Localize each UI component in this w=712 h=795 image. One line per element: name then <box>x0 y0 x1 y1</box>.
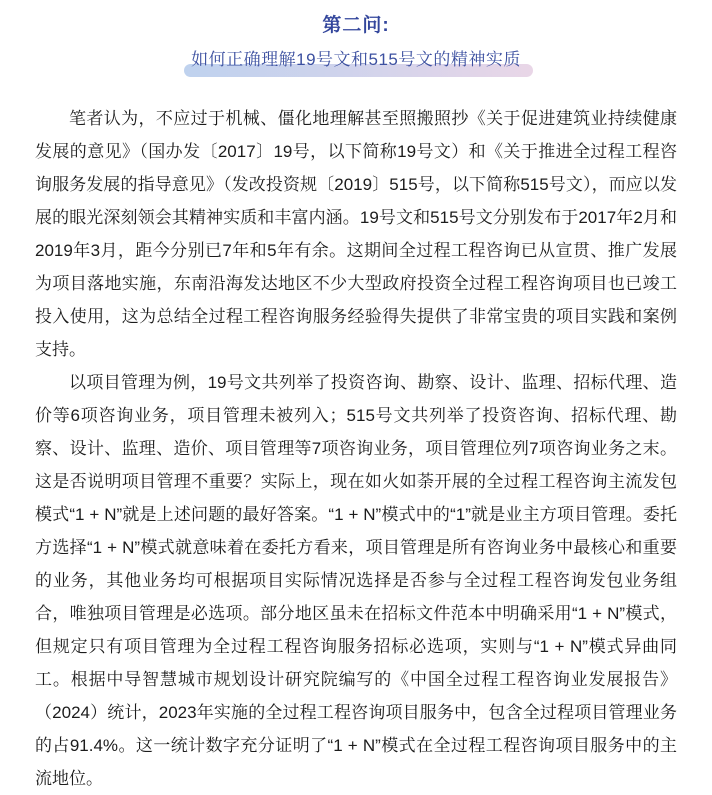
paragraph-1: 笔者认为，不应过于机械、僵化地理解甚至照搬照抄《关于促进建筑业持续健康发展的意见》（国办发〔2017〕19号，以下简称19号文）和《关于推进全过程工程咨询服务发展的指导意见》（发改投资规〔2019〕515号，以下简称515号文），而应以发展的眼光深刻领会其精神实质和丰富内涵。19号文和515号文分别发布于2017年2月和2019年3月，距今分别已7年和5年有余。这期间全过程工程咨询已从宣贯、推广发展为项目落地实施，东南沿海发达地区不少大型政府投资全过程工程咨询项目也已竣工投入使用，这为总结全过程工程咨询服务经验得失提供了非常宝贵的项目实践和案例支持。 <box>35 109 677 359</box>
page-subtitle <box>191 47 521 73</box>
page-subtitle-text: 如何正确理解19号文和515号文的精神实质 <box>191 50 521 69</box>
paragraph-2: 以项目管理为例，19号文共列举了投资咨询、勘察、设计、监理、招标代理、造价等6项咨询业务，项目管理未被列入；515号文共列举了投资咨询、招标代理、勘察、设计、监理、造价、项目管理等7项咨询业务，项目管理位列7项咨询业务之末。这是否说明项目管理不重要？实际上，现在如火如荼开展的全过程工程咨询主流发包模式“1 + N”就是上述问题的最好答案。“1 + N”模式中的“1”就是业主方项目管理。委托方选择“1 + N”模式就意味着在委托方看来，项目管理是所有咨询业务中最核心和重要的业务，其他业务均可根据项目实际情况选择是否参与全过程工程咨询发包业务组合，唯独项目管理是必选项。部分地区虽未在招标文件范本中明确采用“1 + N”模式，但规定只有项目管理为全过程工程咨询服务招标必选项，实则与“1 + N”模式异曲同工。根据中导智慧城市规划设计研究院编写的《中国全过程工程咨询业发展报告》（2024）统计，2023年实施的全过程工程咨询项目服务中，包含全过程项目管理业务的占91.4%。这一统计数字充分证明了“1 + N”模式在全过程工程咨询项目服务中的主流地位。 <box>35 373 677 788</box>
page-title: 第二问: <box>322 15 390 36</box>
subtitle-row <box>0 47 712 74</box>
article-body <box>35 102 677 795</box>
